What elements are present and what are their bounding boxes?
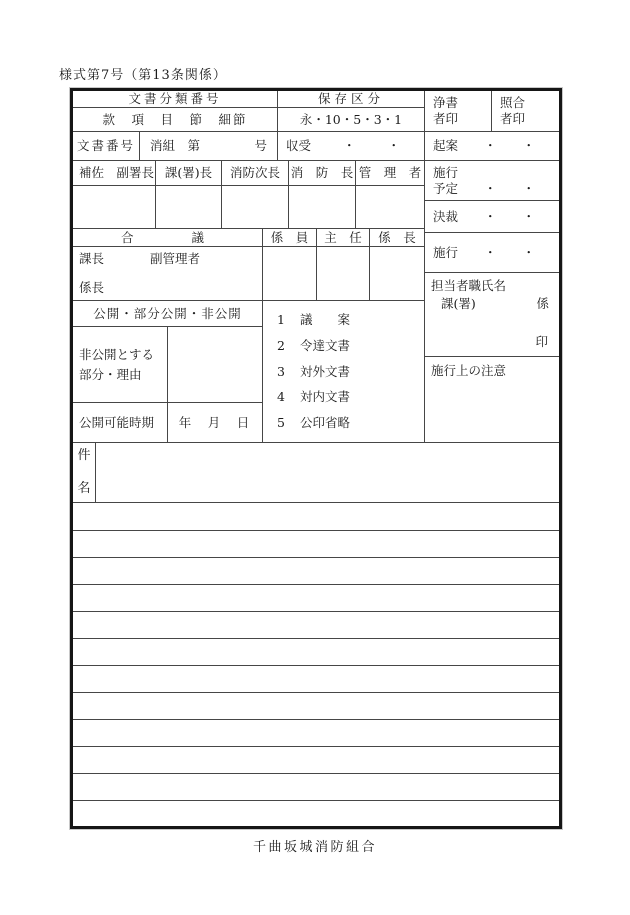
approver-header-kasho-cho: 課(署)長 xyxy=(156,161,222,186)
non-disclosure-entry-box xyxy=(168,327,263,403)
doc-number-prefix: 消組 第 xyxy=(150,138,201,154)
execution-label: 施行 xyxy=(433,244,459,260)
doc-type-label: 公印省略 xyxy=(299,415,350,431)
doc-type-item xyxy=(277,415,424,431)
approver-header-kanrisha: 管 理 者 xyxy=(356,161,425,186)
date-dot: ・ xyxy=(387,138,400,154)
council-stamp-box xyxy=(370,247,425,301)
council-col-shunin: 主 任 xyxy=(317,229,370,247)
staff-seal-label: 印 xyxy=(535,334,548,350)
date-dot: ・ xyxy=(522,180,535,196)
date-dot: ・ xyxy=(522,208,535,224)
council-kacho-label: 課長 xyxy=(79,251,105,266)
disclosure-period-label: 公開可能時期 xyxy=(73,403,168,443)
approval-stamp-box xyxy=(222,186,289,229)
doc-type-number: 4 xyxy=(277,389,285,405)
draft-date-cell xyxy=(425,132,559,161)
blank-line-row xyxy=(73,746,559,774)
approval-date-cell xyxy=(425,201,559,233)
retention-header: 保存区分 xyxy=(278,91,425,108)
doc-class-sub: 款 項 目 節 細節 xyxy=(73,108,278,132)
doc-type-label: 議 案 xyxy=(299,312,350,328)
doc-type-label: 対内文書 xyxy=(299,389,350,405)
approver-header-shobo-jicho: 消防次長 xyxy=(222,161,289,186)
execution-notes-cell: 施行上の注意 xyxy=(425,357,559,443)
blank-line-row xyxy=(73,800,559,826)
clean-copy-seal-cell xyxy=(425,91,492,132)
blank-line-row xyxy=(73,503,559,531)
date-dot: ・ xyxy=(483,244,497,260)
date-dot: ・ xyxy=(483,208,497,224)
council-stamp-box xyxy=(317,247,370,301)
blank-line-row xyxy=(73,530,559,558)
blank-line-row xyxy=(73,665,559,693)
date-dot: ・ xyxy=(522,138,535,154)
staff-kakari-label: 係 xyxy=(536,295,549,311)
exec-plan-line2 xyxy=(425,181,559,197)
doc-type-list xyxy=(263,301,425,443)
receipt-label: 収受 xyxy=(286,138,312,154)
council-label-left: 合 xyxy=(121,229,134,245)
collation-seal-line1: 照合 xyxy=(500,95,526,111)
doc-type-item xyxy=(277,364,424,380)
approval-stamp-box xyxy=(73,186,156,229)
date-dot: ・ xyxy=(483,180,497,196)
staff-title: 担当者職氏名 xyxy=(431,278,507,293)
staff-name-cell xyxy=(425,273,559,357)
subject-entry-box xyxy=(96,443,559,503)
date-dot: ・ xyxy=(522,244,535,260)
doc-type-number: 5 xyxy=(277,415,285,431)
approval-stamp-box xyxy=(289,186,356,229)
doc-type-item xyxy=(277,389,424,405)
retention-values: 永・10・5・3・1 xyxy=(278,108,425,132)
disclosure-header: 公開・部分公開・非公開 xyxy=(73,301,263,327)
blank-line-row xyxy=(73,692,559,720)
staff-line2 xyxy=(431,294,559,312)
council-header xyxy=(73,229,263,247)
non-disclosure-label-line2: 部分・理由 xyxy=(79,366,142,382)
doc-type-number: 3 xyxy=(277,363,285,379)
council-body xyxy=(73,247,263,301)
page-title: 様式第7号（第13条関係） xyxy=(59,68,227,83)
organization-name: 千曲坂城消防組合 xyxy=(252,840,377,855)
doc-type-number: 1 xyxy=(277,312,285,328)
doc-number-suffix: 号 xyxy=(254,138,267,154)
doc-number-label: 文書番号 xyxy=(73,132,140,161)
blank-line-row xyxy=(73,584,559,612)
council-stamp-box xyxy=(263,247,317,301)
doc-type-label: 対外文書 xyxy=(299,363,350,379)
approver-header-hosa: 補佐 副署長 xyxy=(73,161,156,186)
blank-line-row xyxy=(73,719,559,747)
blank-line-row xyxy=(73,611,559,639)
council-fukukanrisha-label: 副管理者 xyxy=(150,251,201,266)
doc-number-cell xyxy=(140,132,278,161)
subject-char-2: 名 xyxy=(77,480,91,496)
non-disclosure-label xyxy=(73,327,168,403)
exec-plan-label-line2: 予定 xyxy=(433,180,459,196)
blank-line-row xyxy=(73,773,559,801)
date-dot: ・ xyxy=(342,138,356,154)
form-table xyxy=(70,88,562,829)
exec-plan-date-cell xyxy=(425,161,559,201)
collation-seal-cell xyxy=(492,91,559,132)
doc-type-number: 2 xyxy=(277,337,285,353)
subject-label xyxy=(73,443,96,503)
execution-date-cell xyxy=(425,233,559,273)
council-col-kakari-cho: 係 長 xyxy=(370,229,425,247)
council-kakaricho-label: 係長 xyxy=(79,280,105,296)
collation-seal-line2: 者印 xyxy=(500,111,526,126)
doc-type-label: 令達文書 xyxy=(299,337,350,353)
subject-char-1: 件 xyxy=(77,448,91,464)
draft-label: 起案 xyxy=(433,138,459,154)
blank-line-row xyxy=(73,638,559,666)
council-label-right: 議 xyxy=(191,229,204,245)
doc-class-header: 文書分類番号 xyxy=(73,91,278,108)
staff-section-label: 課(署) xyxy=(441,295,476,311)
exec-plan-label-line1: 施行 xyxy=(433,164,459,180)
clean-copy-seal-line1: 浄書 xyxy=(433,95,459,111)
disclosure-period-value: 年 月 日 xyxy=(168,403,263,443)
doc-type-item xyxy=(277,312,424,328)
approval-label: 決裁 xyxy=(433,208,459,224)
non-disclosure-label-line1: 非公開とする xyxy=(79,346,155,362)
blank-line-row xyxy=(73,557,559,585)
date-dot: ・ xyxy=(483,138,497,154)
approval-stamp-box xyxy=(156,186,222,229)
approval-stamp-box xyxy=(356,186,425,229)
clean-copy-seal-line2: 者印 xyxy=(433,111,459,126)
approver-header-shobo-cho: 消 防 長 xyxy=(289,161,356,186)
doc-type-item xyxy=(277,338,424,354)
receipt-date-cell xyxy=(278,132,425,161)
council-col-kakari-in: 係 員 xyxy=(263,229,317,247)
